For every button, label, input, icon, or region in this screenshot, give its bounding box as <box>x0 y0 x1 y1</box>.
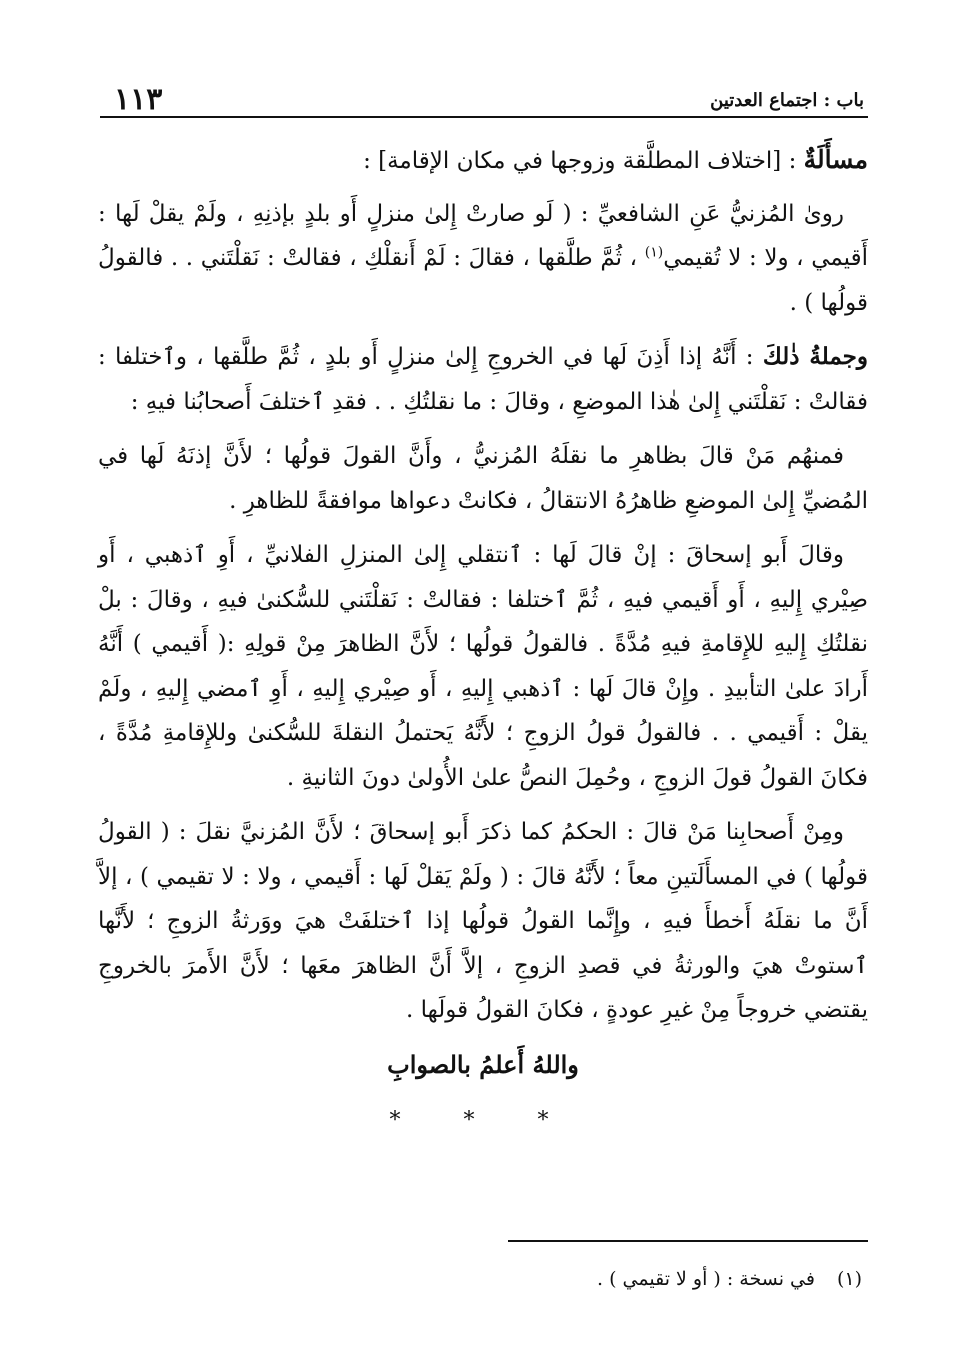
paragraph-2 <box>98 335 868 424</box>
paragraph-4: وقالَ أَبو إسحاقَ : إنْ قالَ لَها : ٱنتقلي إِلیٰ المنزلِ الفلانيِّ ، أَوِ ٱذهبي ، أَو صِيْري إِليهِ ، أَو أَقيمي فيهِ ، ثُمَّ ٱختلفا : فقالتْ : نَقلْتَني للسُّكنیٰ فيهِ ، وقالَ : بلْ نقلتُكِ إِليهِ للإِقامةِ فيهِ مُدَّةً . فالقولُ قولُها ؛ لأَنَّ الظاهرَ مِنْ قولِهِ :( أَقيمي ) أَنَّهُ أَرادَ علیٰ التأبيدِ . وإِنْ قالَ لَها : ٱذهبي إِليهِ ، أَو صِيْري إِليهِ ، أَوِ ٱمضي إِليهِ ، ولَمْ يقلْ : أَقيمي . . فالقولُ قولُ الزوجِ ؛ لأَنَّهُ يَحتملُ النقلةَ للسُّكنیٰ وللإِقامةِ مُدَّةً ، فكانَ القولُ قولَ الزوجِ ، وحُمِلَ النصُّ علیٰ الأُولیٰ دونَ الثانيةِ . <box>98 542 868 791</box>
question-heading <box>98 138 868 184</box>
paragraph-1 <box>98 192 868 326</box>
question-label: مسأَلَةٌ <box>803 145 868 174</box>
paragraph-5: ومِنْ أَصحابِنا مَنْ قالَ : الحكمُ كما ذكرَ أَبو إسحاقَ ؛ لأَنَّ المُزنيَّ نقلَ : ( القولُ قولُها ) في المسأَلَتينِ معاً ؛ لأَنَّهُ قالَ : ( ولَمْ يَقلْ لَها : أَقيمي ، ولا : لا تقيمي ) ، إلاَّ أَنَّ ما نقلَهُ أَخطأَ فيهِ ، وإِنَّما القولُ قولُها إذا ٱختلفَتْ هيَ ووَرثةُ الزوجِ ؛ لأَنَّها ٱستوتْ هيَ والورثةُ في قصدِ الزوجِ ، إلاَّ أَنَّ الظاهرَ معَها ؛ لأَنَّ الأَمرَ بالخروجِ يقتضي خروجاً مِنْ غيرِ عودةٍ ، فكانَ القولُ قولَها . <box>98 819 868 1023</box>
closing-phrase: واللهُ أَعلمُ بالصوابِ <box>387 1049 579 1079</box>
footnote <box>597 1268 862 1290</box>
footnote-text: في نسخة : ( أو لا تقيمي ) . <box>597 1268 815 1290</box>
question-title: : [اختلاف المطلَّقة وزوجها في مكان الإقامة] : <box>363 148 804 174</box>
paragraph-2-lead: وجملةُ ذٰلكَ <box>762 343 868 370</box>
main-text <box>98 138 868 1144</box>
paragraph-1-part-b: ، ثُمَّ طلَّقها ، فقالَ : لَمْ أَنقلْكِ ، فقالتْ : نَقلْتَني . . فالقولُ قولُها ) . <box>98 245 868 316</box>
section-separator: * * * <box>389 1108 577 1133</box>
footnote-divider <box>508 1240 868 1242</box>
page-number: ١١٣ <box>114 82 163 117</box>
paragraph-1-part-a: رویٰ المُزنيُّ عَنِ الشافعيِّ : ( لَو صارتْ إِلیٰ منزلٍ أَو بلدٍ بإذنِهِ ، ولَمْ يقلْ لَها : أَقيمي ، ولا : لا تُقيمي <box>98 200 869 271</box>
running-title: باب : اجتماع العدتين <box>710 90 864 111</box>
paragraph-3: فمنهُم مَنْ قالَ بظاهرِ ما نقلَهُ المُزنيُّ ، وأَنَّ القولَ قولُها ؛ لأَنَّ إذنَهُ لَها في المُضيِّ إِلیٰ الموضعِ ظاهرُهُ الانتقالُ ، فكانتْ دعواها موافقةً للظاهرِ . <box>98 443 868 514</box>
paragraph-2-text: : أَنَّهُ إذا أَذِنَ لَها في الخروجِ إِلیٰ منزلٍ أَو بلدٍ ، ثُمَّ طلَّقها ، وٱختلفا : فقالتْ : نَقلْتَني إِلیٰ هٰذا الموضعِ ، وقالَ : ما نقلتُكِ . . فقدِ ٱختلفَ أَصحابُنا فيهِ : <box>98 344 868 415</box>
footnote-number: (١) <box>836 1268 862 1290</box>
footnote-reference: (١) <box>644 244 664 261</box>
page-header <box>100 78 868 118</box>
